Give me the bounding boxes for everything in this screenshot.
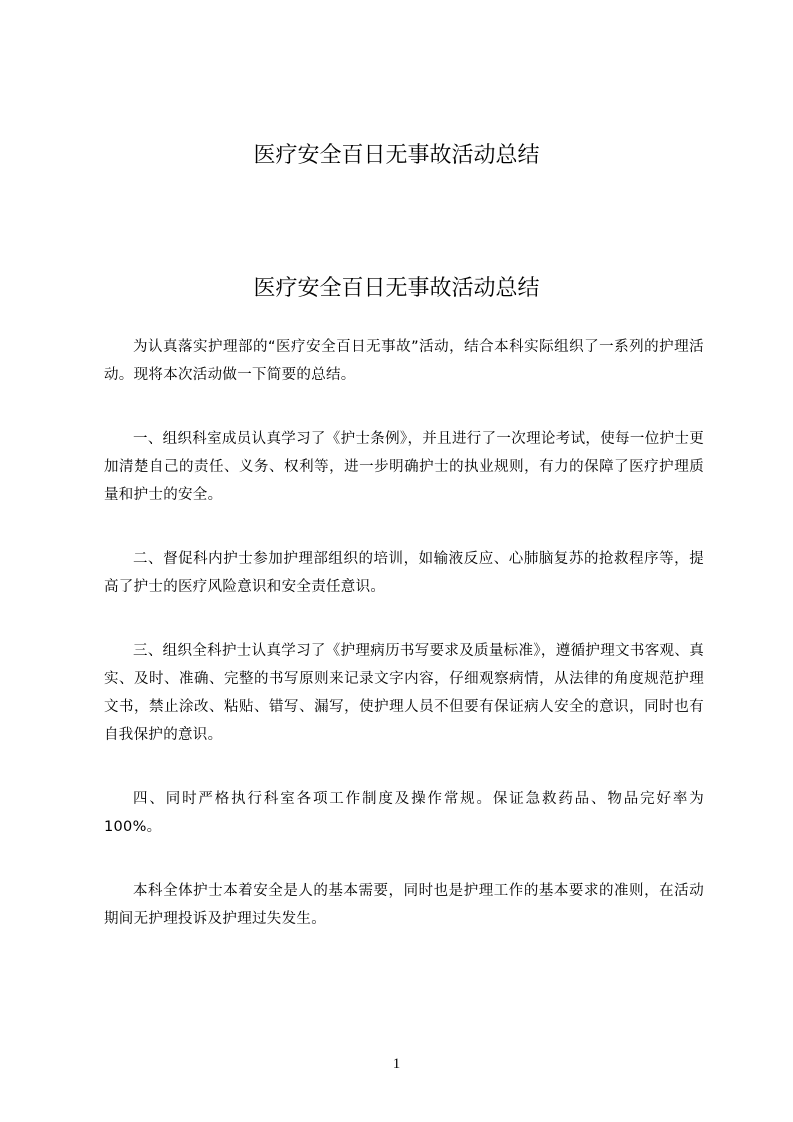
- paragraph-conclusion: 本科全体护士本着安全是人的基本需要，同时也是护理工作的基本要求的准则，在活动期间无护理投诉及护理过失发生。: [104, 883, 704, 927]
- paragraph-item-1: 一、组织科室成员认真学习了《护士条例》，并且进行了一次理论考试，使每一位护士更加清楚自己的责任、义务、权利等，进一步明确护士的执业规则，有力的保障了医疗护理质量和护士的安全。: [104, 431, 704, 503]
- paragraph-item-2: 二、督促科内护士参加护理部组织的培训，如输液反应、心肺脑复苏的抢救程序等，提高了护士的医疗风险意识和安全责任意识。: [104, 551, 704, 595]
- page-number: 1: [392, 1056, 401, 1072]
- paragraph-intro: 为认真落实护理部的“医疗安全百日无事故”活动，结合本科实际组织了一系列的护理活动。现将本次活动做一下简要的总结。: [104, 339, 704, 383]
- paragraph-item-3: 三、组织全科护士认真学习了《护理病历书写要求及质量标准》，遵循护理文书客观、真实、及时、准确、完整的书写原则来记录文字内容，仔细观察病情，从法律的角度规范护理文书，禁止涂改、粘贴、错写、漏写，使护理人员不但要有保证病人安全的意识，同时也有自我保护的意识。: [104, 643, 704, 743]
- paragraph-item-4: 四、同时严格执行科室各项工作制度及操作常规。保证急救药品、物品完好率为100%。: [104, 791, 704, 835]
- document-body: [104, 333, 704, 969]
- page-header-title: 医疗安全百日无事故活动总结: [253, 143, 540, 168]
- document-title: 医疗安全百日无事故活动总结: [253, 276, 540, 301]
